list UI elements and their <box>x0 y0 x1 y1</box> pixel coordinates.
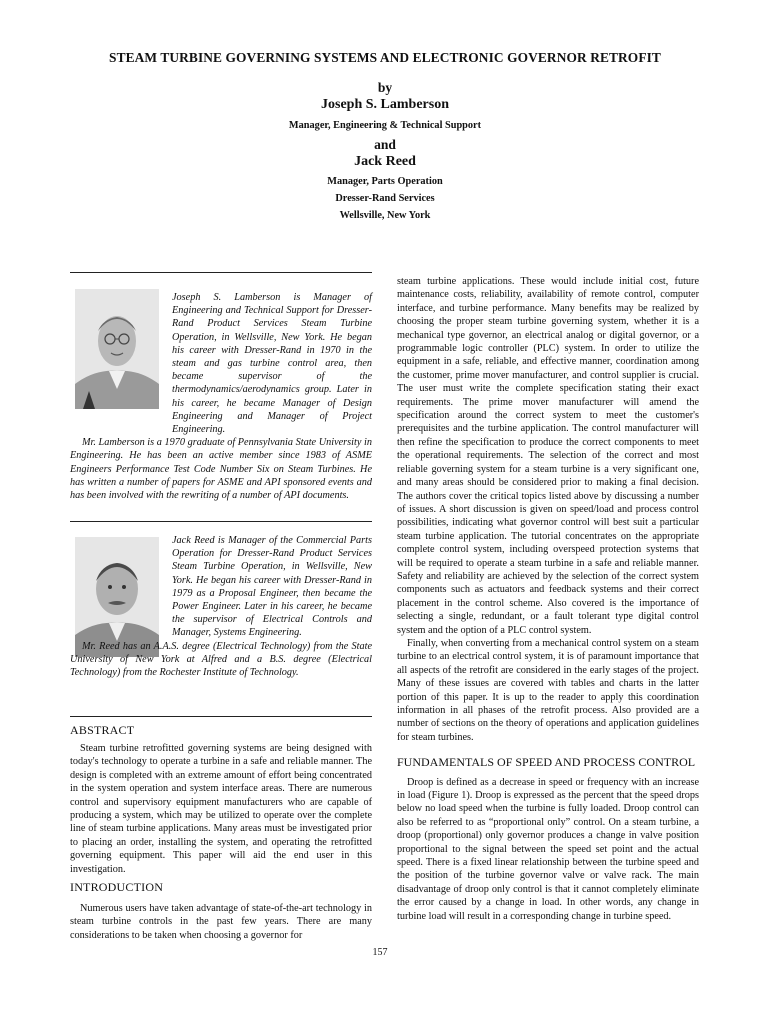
byline-and: and <box>374 137 396 152</box>
bio-reed-intro: Jack Reed is Manager of the Commercial Parts Operation for Dresser-Rand Product Services Steam Turbine Operation, in Wellsville, New York. He began his career with Dresser-Rand in 1979 as a Proposal Engineer, then became the Power Engineer. Later in his career, he became the supervisor of Electrical Controls and Manager, Systems Engineering. <box>172 535 372 639</box>
company-location: Wellsville, New York <box>339 210 431 221</box>
bio-lamberson-intro: Joseph S. Lamberson is Manager of Engineering and Technical Support for Dresser-Rand Product Services Steam Turbine Operation, in Wellsville, New York. He began his career with Dresser-Rand in 1970 in the steam and gas turbine control area, then became supervisor of the thermodynamics/aerodynamics group. Later in his career, he became Manager of Design Engineering and Manager of Project Engineering. <box>172 292 372 436</box>
company-name: Dresser-Rand Services <box>335 193 435 204</box>
author-role-reed: Manager, Parts Operation <box>327 176 443 187</box>
abstract-paragraph: Steam turbine retrofitted governing systems are being designed with today's technology to operate a turbine in a safe and reliable manner. The design is completed with an extreme amount of effort being concentrated in the system operation and system interface areas. There are numerous control and supervisory equipment manufacturers who are capable of producing a system, which may be utilized to operate over the complete line of steam turbine applications. Many areas must be investigated prior to placing an order, installing the system, and operating the retrofitted governing equipment. This paper will aid the end user in this investigation. <box>70 743 372 875</box>
introduction-heading: INTRODUCTION <box>70 880 164 894</box>
bio-reed-education: Mr. Reed has an A.A.S. degree (Electrical Technology) from the State University of New York at Alfred and a B.S. degree (Electrical Technology) from the Rochester Institute of Technology. <box>70 640 372 679</box>
author-name-reed: Jack Reed <box>354 154 416 169</box>
divider-rule <box>70 716 372 717</box>
paper-title: STEAM TURBINE GOVERNING SYSTEMS AND ELECTRONIC GOVERNOR RETROFIT <box>109 50 661 65</box>
page-number: 157 <box>372 947 388 958</box>
bio-lamberson <box>70 291 372 502</box>
byline-by: by <box>377 80 393 95</box>
right-paragraph-2: Finally, when converting from a mechanical control system on a steam turbine to an electrical control system, it is of paramount importance that all aspects of the retrofit are considered in the early stages of the project. Many of these issues are covered with tables and charts in the latter portion of this paper. It is up to the reader to apply this coordination information in all phases of the retrofit process. Also provided are a number of sections on the theory of operations and application guidelines for steam turbines. <box>397 637 699 743</box>
introduction-paragraph: Numerous users have taken advantage of state-of-the-art technology in steam turbine controls in the past few years. There are many considerations to be taken when choosing a governor for <box>70 903 372 941</box>
right-paragraph-3: Droop is defined as a decrease in speed or frequency with an increase in load (Figure 1). Droop is expressed as the percent that the speed drops below no load speed when the turbine is fully loaded. Droop control can also be referred to as “proportional only” control. On a steam turbine, a droop (proportional) only governor produces a change in valve position proportional to the signal between the speed set point and the actual speed. There is a fixed linear relationship between the turbine speed and the position of the turbine governor valve or valve rack. The main disadvantage of droop only control is that it cannot completely eliminate the error caused by a change in load. In other words, any change in turbine load will result in a corresponding change in turbine speed. <box>397 776 699 922</box>
fundamentals-heading: FUNDAMENTALS OF SPEED AND PROCESS CONTROL <box>397 755 696 770</box>
right-column <box>397 275 699 923</box>
divider-rule <box>70 272 372 273</box>
right-paragraph-1: steam turbine applications. These would include initial cost, future maintenance costs, reliability, availability of remote control, computer interface, and turbine performance. Many benefits may be realized by choosing the proper steam turbine governing system, whether it is a mechanical type governor, an electrical analog or digital governor, or a programmable logic controller (PLC) system. In order to utilize the equipment in a safe, reliable, and effective manner, coordination among the customer, prime mover manufacturer, and control supplier is crucial. The user must write the complete specification stating their exact requirements. The prime mover manufacturer will amend the specification around the correct system to meet the customer's prerequisites and the turbine application. The control manufacturer will then refine the specification to produce the correct components to meet the operational requirements. The selection of the correct and most reliable governing system for a steam turbine is a very significant one, and many areas should be considered prior to making a final decision. The authors cover the critical topics listed above by discussing a number of issues. A short discussion is given on speed/load and process control possibilities, indicating what governor control will best suit a particular steam turbine application. The tutorial concentrates on the appropriate complete control system, including overspeed protection systems that will be required to operate a steam turbine in a safe and reliable manner. Safety and reliability are achieved by the selection of the correct system components such as actuators and feedback systems and their correct placement in the control scheme. Also covered is the importance of selecting a single, redundant, or a fault tolerant type digital control system and the option of a PLC control system. <box>397 276 699 636</box>
author-role-lamberson: Manager, Engineering & Technical Support <box>288 120 482 131</box>
bio-lamberson-education: Mr. Lamberson is a 1970 graduate of Pennsylvania State University in Engineering. He has been an active member since 1983 of ASME Engineers Performance Test Code Number Six on Steam Turbines. He has written a number of papers for ASME and API sponsored events and has been involved with the rewriting of a number of API documents. <box>70 437 372 502</box>
abstract-heading: ABSTRACT <box>70 723 135 737</box>
abstract-body <box>70 742 372 876</box>
bio-reed <box>70 534 372 679</box>
introduction-body <box>70 902 372 942</box>
divider-rule <box>70 521 372 522</box>
author-name-lamberson: Joseph S. Lamberson <box>321 97 449 112</box>
